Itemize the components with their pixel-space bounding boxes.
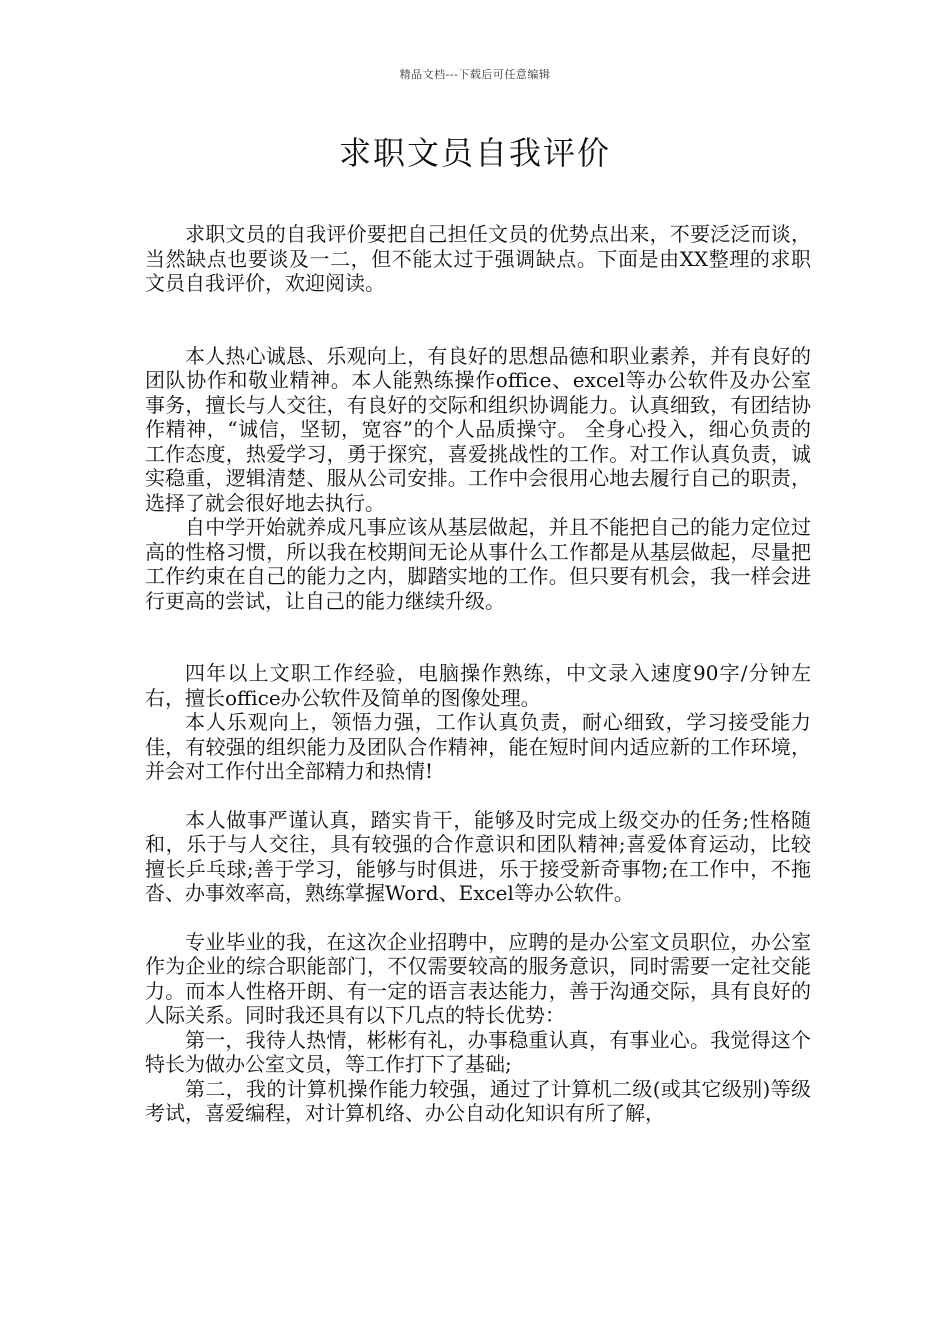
paragraph-self-evaluation-1: 本人热心诚恳、乐观向上，有良好的思想品德和职业素养，并有良好的团队协作和敬业精神。本人能熟练操作office、excel等办公软件及办公室事务，擅长与人交往，有良好的交际和组织协调能力。认真细致，有团结协作精神，“诚信，坚韧，宽容”的个人品质操守。 全身心投入，细心负责的工作态度，热爱学习，勇于探究，喜爱挑战性的工作。对工作认真负责，诚实稳重，逻辑清楚、服从公司安排。工作中会很用心地去履行自己的职责，选择了就会很好地去执行。 <box>145 343 811 515</box>
paragraph-self-evaluation-5: 本人做事严谨认真，踏实肯干，能够及时完成上级交办的任务;性格随和，乐于与人交往，具有较强的合作意识和团队精神;喜爱体育运动，比较擅长乒乓球;善于学习，能够与时俱进，乐于接受新奇事物;在工作中，不拖沓、办事效率高，熟练掌握Word、Excel等办公软件。 <box>145 807 811 905</box>
header-note: 精品文档---下载后可任意编辑 <box>399 68 551 81</box>
paragraph-spacer <box>145 906 811 930</box>
paragraph-self-evaluation-3: 四年以上文职工作经验，电脑操作熟练，中文录入速度90字/分钟左右，擅长office办公软件及简单的图像处理。 <box>145 661 811 710</box>
paragraph-strength-2: 第二，我的计算机操作能力较强，通过了计算机二级(或其它级别)等级考试，喜爱编程，对计算机络、办公自动化知识有所了解， <box>145 1076 811 1125</box>
paragraph-intro: 求职文员的自我评价要把自己担任文员的优势点出来，不要泛泛而谈，当然缺点也要谈及一二，但不能太过于强调缺点。下面是由XX整理的求职文员自我评价，欢迎阅读。 <box>145 222 811 295</box>
paragraph-self-evaluation-6: 专业毕业的我，在这次企业招聘中，应聘的是办公室文员职位，办公室作为企业的综合职能部门，不仅需要较高的服务意识，同时需要一定社交能力。而本人性格开朗、有一定的语言表达能力，善于沟通交际，具有良好的人际关系。同时我还具有以下几点的特长优势： <box>145 929 811 1027</box>
paragraph-spacer <box>145 613 811 661</box>
paragraph-strength-1: 第一，我待人热情，彬彬有礼，办事稳重认真，有事业心。我觉得这个特长为做办公室文员，等工作打下了基础; <box>145 1027 811 1076</box>
paragraph-spacer <box>145 784 811 808</box>
document-body <box>145 222 811 1126</box>
document-title: 求职文员自我评价 <box>338 134 611 172</box>
paragraph-self-evaluation-2: 自中学开始就养成凡事应该从基层做起，并且不能把自己的能力定位过高的性格习惯，所以我在校期间无论从事什么工作都是从基层做起，尽量把工作约束在自己的能力之内，脚踏实地的工作。但只要有机会，我一样会进行更高的尝试，让自己的能力继续升级。 <box>145 515 811 613</box>
paragraph-self-evaluation-4: 本人乐观向上，领悟力强，工作认真负责，耐心细致，学习接受能力佳，有较强的组织能力及团队合作精神，能在短时间内适应新的工作环境，并会对工作付出全部精力和热情! <box>145 710 811 783</box>
paragraph-spacer <box>145 296 811 344</box>
